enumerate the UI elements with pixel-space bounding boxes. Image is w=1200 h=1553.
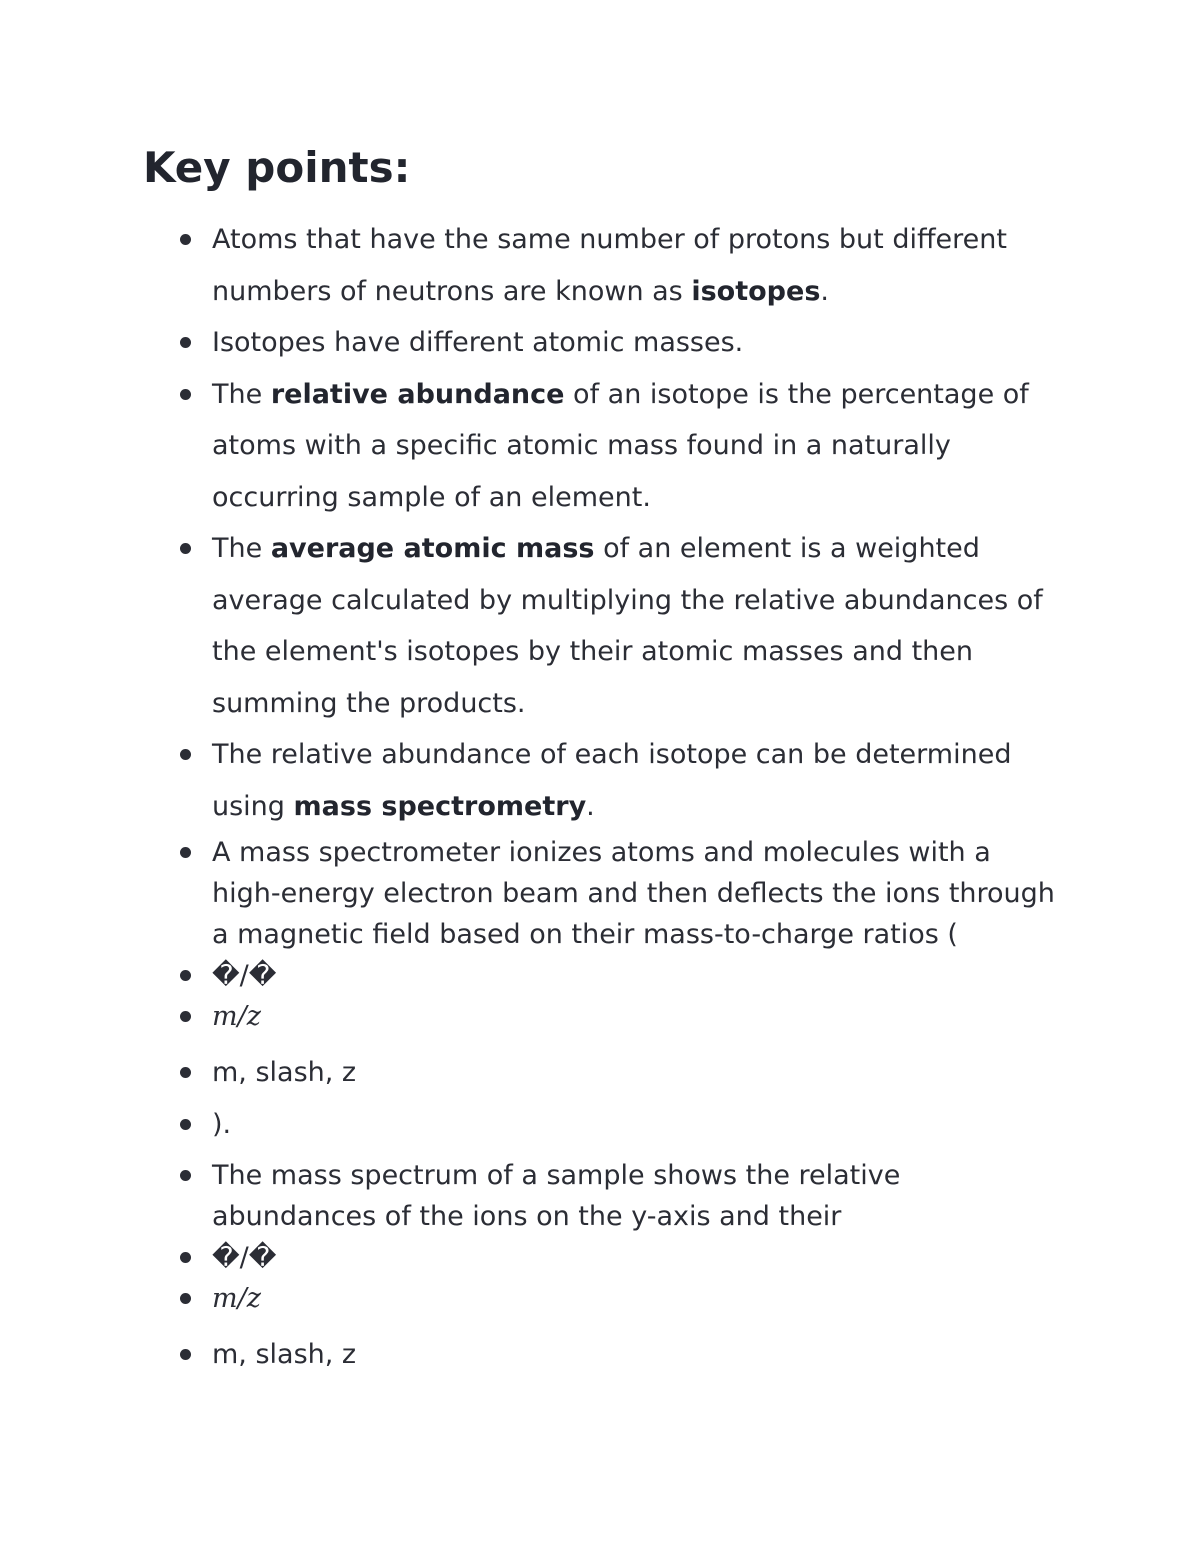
list-item: [212, 832, 1062, 955]
list-item: [212, 955, 1062, 996]
page-title: Key points:: [143, 143, 411, 192]
list-item: [212, 1237, 1062, 1278]
bullet-icon: [180, 337, 191, 348]
list-item-text: �/�: [212, 1242, 277, 1273]
list-item: [212, 1047, 1062, 1099]
bullet-icon: [180, 1119, 191, 1130]
list-item: [212, 729, 1062, 832]
bullet-icon: [180, 1349, 191, 1360]
list-item-text: A mass spectrometer ionizes atoms and molecules with a high-energy electron beam and then deflects the ions through a magnetic field based on their mass-to-charge ratios (: [212, 837, 1055, 950]
list-item-text: of an element is a weighted average calculated by multiplying the relative abundances of the element's isotopes by their atomic masses and then summing the products.: [212, 533, 1043, 719]
list-item: [212, 523, 1062, 729]
list-item: [212, 1155, 1062, 1237]
math-expression: m/z: [212, 1283, 261, 1314]
bullet-icon: [180, 389, 191, 400]
list-item-text: ).: [212, 1108, 232, 1140]
bullet-icon: [180, 970, 191, 981]
bold-term: relative abundance: [270, 378, 565, 410]
list-item-text: of an isotope is the percentage of atoms with a specific atomic mass found in a naturally occurring sample of an element.: [212, 378, 1029, 513]
bullet-icon: [180, 543, 191, 554]
bullet-icon: [180, 1293, 191, 1304]
list-item-text: Isotopes have different atomic masses.: [212, 327, 744, 358]
bullet-icon: [180, 1252, 191, 1263]
list-item-text: .: [586, 790, 595, 822]
bold-term: isotopes: [691, 275, 821, 307]
list-item: [212, 214, 1062, 317]
list-item-text: The: [212, 533, 271, 564]
list-item-text: The: [212, 378, 271, 410]
key-points-list: [212, 214, 1062, 1381]
bold-term: average atomic mass: [270, 533, 595, 564]
math-expression: m/z: [212, 1001, 261, 1032]
list-item: [212, 369, 1062, 524]
list-item: [212, 1278, 1062, 1319]
list-item-text: �/�: [212, 960, 277, 991]
bullet-icon: [180, 749, 191, 760]
list-item-text: Atoms that have the same number of protons but different numbers of neutrons are known as: [212, 224, 1007, 307]
bullet-icon: [180, 1067, 191, 1078]
bullet-icon: [180, 234, 191, 245]
list-item: [212, 317, 1062, 369]
list-item: [212, 996, 1062, 1037]
list-item: [212, 1099, 1062, 1151]
bullet-icon: [180, 1011, 191, 1022]
list-item: [212, 1329, 1062, 1381]
list-item-text: m, slash, z: [212, 1057, 357, 1088]
list-item-text: The mass spectrum of a sample shows the relative abundances of the ions on the y-axis and their: [212, 1160, 901, 1232]
list-item-text: The relative abundance of each isotope can be determined using: [212, 739, 1012, 822]
bullet-icon: [180, 847, 191, 858]
bullet-icon: [180, 1170, 191, 1181]
list-item-text: m, slash, z: [212, 1339, 357, 1370]
bold-term: mass spectrometry: [293, 790, 587, 822]
list-item-text: .: [820, 275, 829, 307]
